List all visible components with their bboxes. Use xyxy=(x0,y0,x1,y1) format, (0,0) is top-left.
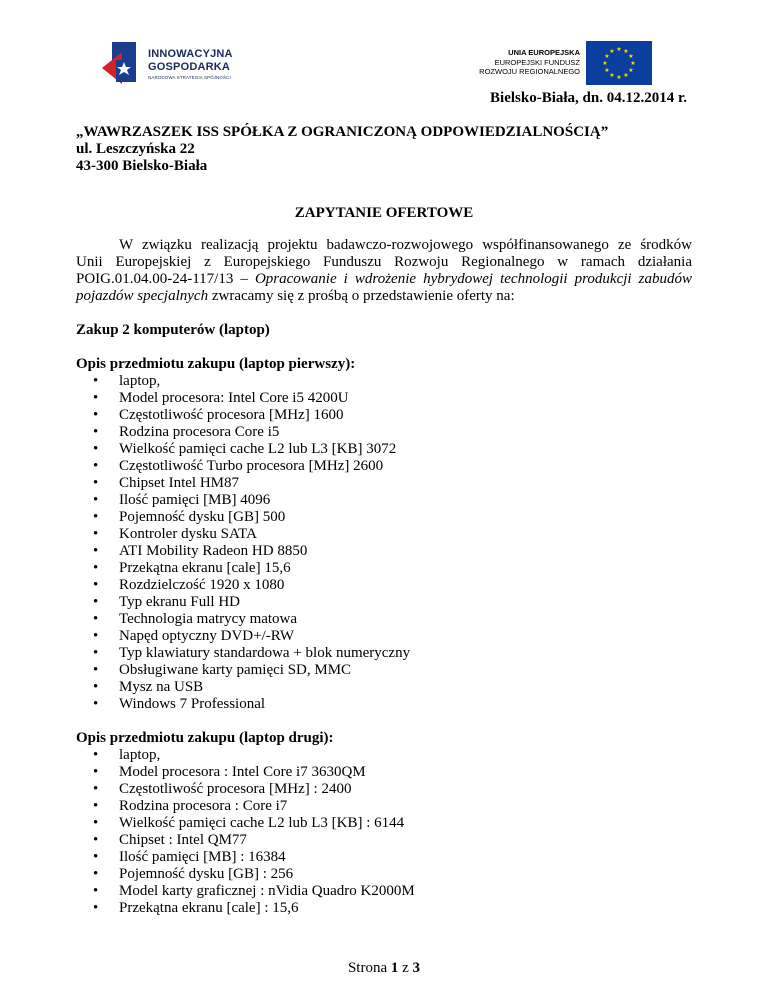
eu-logo xyxy=(479,41,652,85)
svg-text:★: ★ xyxy=(602,60,608,67)
svg-text:★: ★ xyxy=(630,60,636,67)
intro-line-3 xyxy=(76,271,692,288)
company-name: „WAWRZASZEK ISS SPÓŁKA Z OGRANICZONĄ ODPOWIEDZIALNOŚCIĄ” xyxy=(76,124,609,140)
spec-item: • Ilość pamięci [MB] : 16384 xyxy=(93,849,415,866)
spec-item: • Rodzina procesora : Core i7 xyxy=(93,798,415,815)
spec-item: • Częstotliwość procesora [MHz] 1600 xyxy=(93,407,410,424)
svg-text:★: ★ xyxy=(623,48,629,55)
eu-logo-line1: UNIA EUROPEJSKA xyxy=(508,48,580,57)
page-label: Strona xyxy=(347,960,388,976)
document-date: Bielsko-Biała, dn. 04.12.2014 r. xyxy=(490,90,687,106)
laptop1-spec-list xyxy=(93,373,410,713)
innowacyjna-gospodarka-emblem-icon xyxy=(100,38,146,88)
page-footer xyxy=(0,960,768,977)
logo-line-innowacyjna: INNOWACYJNA xyxy=(148,48,233,60)
laptop2-spec-list xyxy=(93,747,415,917)
logo-line-gospodarka: GOSPODARKA xyxy=(148,61,231,73)
laptop2-heading: Opis przedmiotu zakupu (laptop drugi): xyxy=(76,730,334,746)
recipient-address xyxy=(76,124,608,175)
spec-item: • Przekątna ekranu [cale] : 15,6 xyxy=(93,900,415,917)
page-number: 1 xyxy=(390,960,399,976)
spec-item: • Mysz na USB xyxy=(93,679,410,696)
company-street: ul. Leszczyńska 22 xyxy=(76,141,195,157)
spec-item: • Kontroler dysku SATA xyxy=(93,526,410,543)
intro-paragraph xyxy=(76,237,692,305)
svg-text:★: ★ xyxy=(609,72,615,79)
spec-item: • Model procesora : Intel Core i7 3630QM xyxy=(93,764,415,781)
spec-item: • Chipset Intel HM87 xyxy=(93,475,410,492)
spec-item: • Model karty graficznej : nVidia Quadro K2000M xyxy=(93,883,415,900)
page-total: 3 xyxy=(412,960,421,976)
intro-line-1: W związku realizacją projektu badawczo-rozwojowego współfinansowanego ze środków xyxy=(119,237,692,253)
spec-item: • Typ ekranu Full HD xyxy=(93,594,410,611)
spec-item: • Technologia matrycy matowa xyxy=(93,611,410,628)
intro-project-number: POIG.01.04.00-24-117/13 – xyxy=(76,271,255,287)
spec-item: • Windows 7 Professional xyxy=(93,696,410,713)
svg-text:★: ★ xyxy=(604,67,610,74)
spec-item: • Model procesora: Intel Core i5 4200U xyxy=(93,390,410,407)
purchase-heading: Zakup 2 komputerów (laptop) xyxy=(76,322,270,338)
spec-item: • Wielkość pamięci cache L2 lub L3 [KB] 3072 xyxy=(93,441,410,458)
intro-line-2: Unii Europejskiej z Europejskiego Funduszu Rozwoju Regionalnego w ramach działania xyxy=(76,254,692,270)
spec-item: • Przekątna ekranu [cale] 15,6 xyxy=(93,560,410,577)
svg-text:★: ★ xyxy=(616,74,622,81)
svg-text:★: ★ xyxy=(604,53,610,60)
spec-item: • Częstotliwość Turbo procesora [MHz] 2600 xyxy=(93,458,410,475)
spec-item: • Rozdzielczość 1920 x 1080 xyxy=(93,577,410,594)
svg-text:★: ★ xyxy=(609,48,615,55)
eu-flag-icon xyxy=(586,41,652,85)
eu-logo-line3: ROZWOJU REGIONALNEGO xyxy=(479,67,580,76)
spec-item: • laptop, xyxy=(93,747,415,764)
spec-item: • Częstotliwość procesora [MHz] : 2400 xyxy=(93,781,415,798)
page-sep: z xyxy=(402,960,409,976)
spec-item: • Chipset : Intel QM77 xyxy=(93,832,415,849)
intro-line-4 xyxy=(76,288,692,305)
spec-item: • laptop, xyxy=(93,373,410,390)
spec-item: • Ilość pamięci [MB] 4096 xyxy=(93,492,410,509)
intro-project-title-part2: pojazdów specjalnych xyxy=(76,288,209,304)
spec-item: • Pojemność dysku [GB] : 256 xyxy=(93,866,415,883)
logo-line-strategia: NARODOWA STRATEGIA SPÓJNOŚCI xyxy=(148,75,231,80)
svg-text:★: ★ xyxy=(616,46,622,53)
intro-request-text: zwracamy się z prośbą o przedstawienie oferty na: xyxy=(208,288,515,304)
intro-project-title-part1: Opracowanie i wdrożenie hybrydowej technologii produkcji zabudów xyxy=(254,271,692,287)
spec-item: • Wielkość pamięci cache L2 lub L3 [KB] : 6144 xyxy=(93,815,415,832)
svg-text:★: ★ xyxy=(623,72,629,79)
spec-item: • Napęd optyczny DVD+/-RW xyxy=(93,628,410,645)
spec-item: • Obsługiwane karty pamięci SD, MMC xyxy=(93,662,410,679)
spec-item: • Rodzina procesora Core i5 xyxy=(93,424,410,441)
svg-text:★: ★ xyxy=(628,67,634,74)
spec-item: • ATI Mobility Radeon HD 8850 xyxy=(93,543,410,560)
eu-logo-line2: EUROPEJSKI FUNDUSZ xyxy=(494,57,580,67)
innowacyjna-gospodarka-logo xyxy=(100,38,260,98)
spec-item: • Pojemność dysku [GB] 500 xyxy=(93,509,410,526)
laptop1-heading: Opis przedmiotu zakupu (laptop pierwszy): xyxy=(76,356,356,372)
company-city: 43-300 Bielsko-Biała xyxy=(76,158,208,174)
spec-item: • Typ klawiatury standardowa + blok numeryczny xyxy=(93,645,410,662)
document-title: ZAPYTANIE OFERTOWE xyxy=(294,205,474,221)
svg-text:★: ★ xyxy=(628,53,634,60)
